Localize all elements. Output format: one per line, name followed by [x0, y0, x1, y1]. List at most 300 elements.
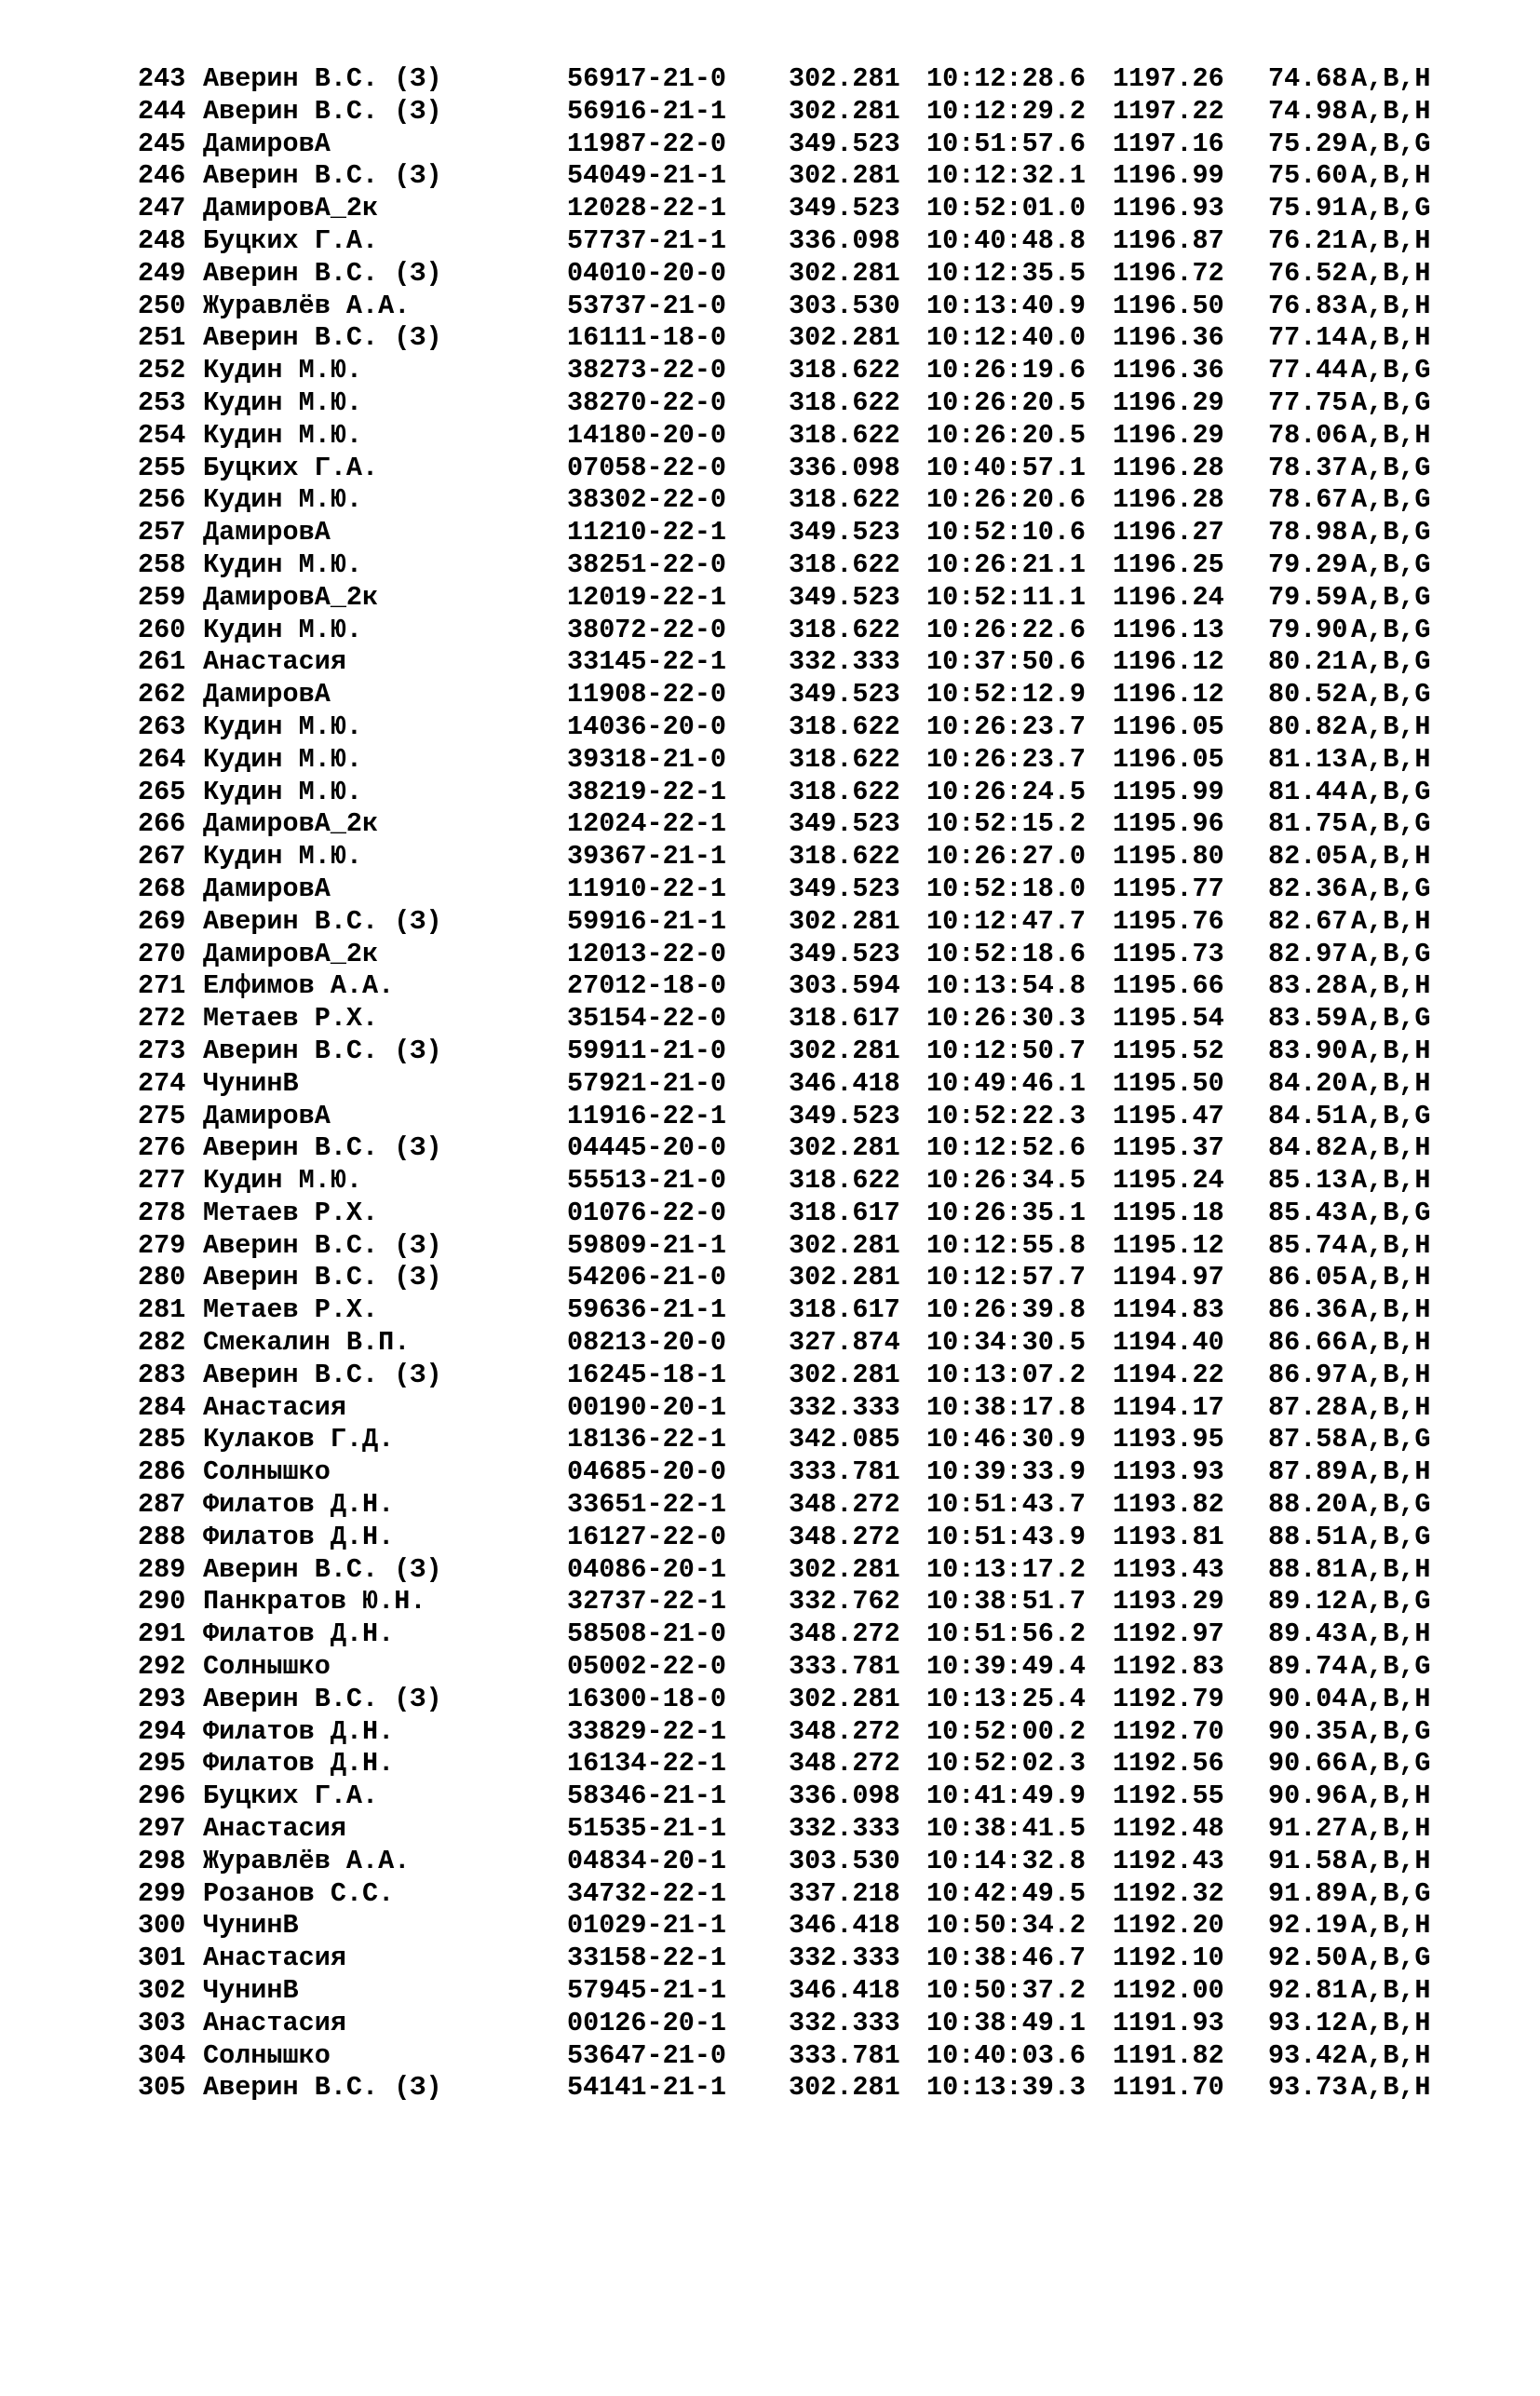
- flags: A,B,G: [1351, 776, 1431, 807]
- distance: 349.523: [789, 873, 900, 904]
- distance: 348.272: [789, 1489, 900, 1521]
- arrival-time: 10:38:51.7: [926, 1586, 1087, 1618]
- score: 82.05: [1268, 841, 1348, 873]
- place-number: 259: [138, 581, 186, 613]
- distance: 349.523: [789, 808, 900, 840]
- table-row: [0, 970, 1540, 1003]
- participant-name: ДамировА_2к: [203, 581, 379, 613]
- score: 84.20: [1268, 1067, 1348, 1099]
- ring-id: 51535-21-1: [567, 1813, 727, 1845]
- participant-name: Солнышко: [203, 1456, 331, 1488]
- score: 80.82: [1268, 711, 1348, 742]
- flags: A,B,G: [1351, 1003, 1431, 1035]
- table-row: [0, 1651, 1540, 1684]
- ring-id: 57945-21-1: [567, 1975, 727, 2007]
- flags: A,B,G: [1351, 452, 1431, 483]
- ring-id: 12013-22-0: [567, 938, 727, 969]
- ring-id: 12028-22-1: [567, 193, 727, 224]
- ring-id: 00190-20-1: [567, 1391, 727, 1423]
- ring-id: 14036-20-0: [567, 711, 727, 742]
- place-number: 299: [138, 1877, 186, 1909]
- ring-id: 39367-21-1: [567, 841, 727, 873]
- place-number: 256: [138, 484, 186, 516]
- ring-id: 59916-21-1: [567, 905, 727, 937]
- ring-id: 16134-22-1: [567, 1748, 727, 1780]
- speed: 1197.16: [1113, 128, 1224, 159]
- ring-id: 04445-20-0: [567, 1132, 727, 1164]
- place-number: 269: [138, 905, 186, 937]
- table-row: [0, 1748, 1540, 1780]
- score: 74.68: [1268, 63, 1348, 94]
- ring-id: 04834-20-1: [567, 1845, 727, 1876]
- place-number: 290: [138, 1586, 186, 1618]
- score: 90.04: [1268, 1683, 1348, 1714]
- ring-id: 59911-21-0: [567, 1035, 727, 1066]
- flags: A,B,G: [1351, 1100, 1431, 1131]
- arrival-time: 10:26:20.5: [926, 386, 1087, 418]
- participant-name: Буцких Г.А.: [203, 224, 379, 256]
- participant-name: ЧунинВ: [203, 1067, 299, 1099]
- table-row: [0, 841, 1540, 873]
- ring-id: 35154-22-0: [567, 1003, 727, 1035]
- place-number: 268: [138, 873, 186, 904]
- speed: 1196.99: [1113, 160, 1224, 192]
- distance: 332.333: [789, 1391, 900, 1423]
- speed: 1191.82: [1113, 2039, 1224, 2071]
- place-number: 291: [138, 1618, 186, 1650]
- flags: A,B,G: [1351, 938, 1431, 969]
- score: 77.44: [1268, 355, 1348, 386]
- flags: A,B,H: [1351, 322, 1431, 354]
- participant-name: Аверин В.С. (З): [203, 1229, 442, 1261]
- distance: 318.617: [789, 1003, 900, 1035]
- flags: A,B,G: [1351, 873, 1431, 904]
- place-number: 285: [138, 1424, 186, 1455]
- arrival-time: 10:26:19.6: [926, 355, 1087, 386]
- place-number: 284: [138, 1391, 186, 1423]
- place-number: 254: [138, 419, 186, 451]
- arrival-time: 10:40:03.6: [926, 2039, 1087, 2071]
- speed: 1193.93: [1113, 1456, 1224, 1488]
- place-number: 287: [138, 1489, 186, 1521]
- participant-name: Кудин М.Ю.: [203, 386, 363, 418]
- score: 93.42: [1268, 2039, 1348, 2071]
- place-number: 279: [138, 1229, 186, 1261]
- flags: A,B,H: [1351, 1391, 1431, 1423]
- place-number: 305: [138, 2072, 186, 2104]
- arrival-time: 10:26:27.0: [926, 841, 1087, 873]
- score: 86.36: [1268, 1294, 1348, 1326]
- speed: 1195.80: [1113, 841, 1224, 873]
- participant-name: Анастасия: [203, 1943, 346, 1974]
- arrival-time: 10:12:55.8: [926, 1229, 1087, 1261]
- table-row: [0, 291, 1540, 323]
- speed: 1196.12: [1113, 679, 1224, 711]
- arrival-time: 10:12:57.7: [926, 1262, 1087, 1293]
- participant-name: ДамировА: [203, 873, 331, 904]
- distance: 318.622: [789, 355, 900, 386]
- participant-name: Аверин В.С. (З): [203, 1553, 442, 1585]
- participant-name: Аверин В.С. (З): [203, 160, 442, 192]
- place-number: 303: [138, 2007, 186, 2038]
- speed: 1196.50: [1113, 290, 1224, 321]
- score: 92.19: [1268, 1910, 1348, 1942]
- participant-name: Филатов Д.Н.: [203, 1521, 395, 1552]
- flags: A,B,G: [1351, 1586, 1431, 1618]
- distance: 349.523: [789, 938, 900, 969]
- ring-id: 18136-22-1: [567, 1424, 727, 1455]
- participant-name: Кудин М.Ю.: [203, 419, 363, 451]
- arrival-time: 10:26:20.6: [926, 484, 1087, 516]
- speed: 1192.43: [1113, 1845, 1224, 1876]
- speed: 1195.24: [1113, 1165, 1224, 1197]
- speed: 1195.77: [1113, 873, 1224, 904]
- place-number: 295: [138, 1748, 186, 1780]
- arrival-time: 10:12:32.1: [926, 160, 1087, 192]
- speed: 1194.97: [1113, 1262, 1224, 1293]
- score: 86.66: [1268, 1327, 1348, 1359]
- flags: A,B,H: [1351, 1813, 1431, 1845]
- ring-id: 38251-22-0: [567, 548, 727, 580]
- table-row: [0, 193, 1540, 225]
- place-number: 288: [138, 1521, 186, 1552]
- distance: 348.272: [789, 1618, 900, 1650]
- flags: A,B,G: [1351, 614, 1431, 645]
- score: 87.89: [1268, 1456, 1348, 1488]
- participant-name: Елфимов А.А.: [203, 970, 395, 1002]
- place-number: 243: [138, 63, 186, 94]
- ring-id: 56917-21-0: [567, 63, 727, 94]
- results-table: [0, 63, 1540, 2105]
- score: 81.13: [1268, 743, 1348, 775]
- table-row: [0, 225, 1540, 258]
- flags: A,B,G: [1351, 679, 1431, 711]
- participant-name: Кудин М.Ю.: [203, 841, 363, 873]
- arrival-time: 10:52:00.2: [926, 1715, 1087, 1747]
- score: 78.67: [1268, 484, 1348, 516]
- place-number: 244: [138, 95, 186, 127]
- flags: A,B,G: [1351, 1748, 1431, 1780]
- ring-id: 38270-22-0: [567, 386, 727, 418]
- speed: 1196.93: [1113, 193, 1224, 224]
- ring-id: 16245-18-1: [567, 1359, 727, 1390]
- speed: 1195.50: [1113, 1067, 1224, 1099]
- table-row: [0, 1684, 1540, 1716]
- score: 85.13: [1268, 1165, 1348, 1197]
- ring-id: 54206-21-0: [567, 1262, 727, 1293]
- table-row: [0, 582, 1540, 615]
- flags: A,B,H: [1351, 290, 1431, 321]
- distance: 336.098: [789, 1780, 900, 1812]
- ring-id: 04010-20-0: [567, 257, 727, 289]
- score: 78.98: [1268, 517, 1348, 548]
- ring-id: 27012-18-0: [567, 970, 727, 1002]
- ring-id: 05002-22-0: [567, 1651, 727, 1683]
- speed: 1197.22: [1113, 95, 1224, 127]
- participant-name: ЧунинВ: [203, 1975, 299, 2007]
- distance: 318.622: [789, 419, 900, 451]
- participant-name: Розанов С.С.: [203, 1877, 395, 1909]
- flags: A,B,G: [1351, 517, 1431, 548]
- ring-id: 33651-22-1: [567, 1489, 727, 1521]
- speed: 1194.83: [1113, 1294, 1224, 1326]
- table-row: [0, 517, 1540, 549]
- participant-name: ДамировА_2к: [203, 938, 379, 969]
- speed: 1196.87: [1113, 224, 1224, 256]
- place-number: 270: [138, 938, 186, 969]
- place-number: 297: [138, 1813, 186, 1845]
- distance: 303.530: [789, 290, 900, 321]
- participant-name: Аверин В.С. (З): [203, 2072, 442, 2104]
- distance: 349.523: [789, 517, 900, 548]
- table-row: [0, 1036, 1540, 1068]
- score: 83.90: [1268, 1035, 1348, 1066]
- score: 76.21: [1268, 224, 1348, 256]
- participant-name: Буцких Г.А.: [203, 452, 379, 483]
- ring-id: 00126-20-1: [567, 2007, 727, 2038]
- place-number: 247: [138, 193, 186, 224]
- arrival-time: 10:42:49.5: [926, 1877, 1087, 1909]
- distance: 318.617: [789, 1197, 900, 1228]
- table-row: [0, 63, 1540, 96]
- participant-name: Филатов Д.Н.: [203, 1715, 395, 1747]
- speed: 1195.96: [1113, 808, 1224, 840]
- arrival-time: 10:26:21.1: [926, 548, 1087, 580]
- table-row: [0, 1554, 1540, 1587]
- participant-name: Метаев Р.Х.: [203, 1197, 379, 1228]
- flags: A,B,G: [1351, 808, 1431, 840]
- table-row: [0, 1878, 1540, 1911]
- speed: 1196.29: [1113, 386, 1224, 418]
- table-row: [0, 1846, 1540, 1878]
- distance: 302.281: [789, 905, 900, 937]
- place-number: 273: [138, 1035, 186, 1066]
- arrival-time: 10:12:40.0: [926, 322, 1087, 354]
- ring-id: 38219-22-1: [567, 776, 727, 807]
- arrival-time: 10:12:47.7: [926, 905, 1087, 937]
- speed: 1192.97: [1113, 1618, 1224, 1650]
- flags: A,B,G: [1351, 386, 1431, 418]
- table-row: [0, 1101, 1540, 1133]
- speed: 1196.36: [1113, 355, 1224, 386]
- place-number: 251: [138, 322, 186, 354]
- ring-id: 54141-21-1: [567, 2072, 727, 2104]
- participant-name: Аверин В.С. (З): [203, 95, 442, 127]
- speed: 1196.28: [1113, 452, 1224, 483]
- table-row: [0, 777, 1540, 809]
- arrival-time: 10:50:34.2: [926, 1910, 1087, 1942]
- speed: 1195.54: [1113, 1003, 1224, 1035]
- score: 82.36: [1268, 873, 1348, 904]
- place-number: 302: [138, 1975, 186, 2007]
- participant-name: Кудин М.Ю.: [203, 484, 363, 516]
- arrival-time: 10:26:22.6: [926, 614, 1087, 645]
- table-row: [0, 387, 1540, 420]
- flags: A,B,H: [1351, 2072, 1431, 2104]
- place-number: 296: [138, 1780, 186, 1812]
- speed: 1193.95: [1113, 1424, 1224, 1455]
- ring-id: 39318-21-0: [567, 743, 727, 775]
- flags: A,B,G: [1351, 1521, 1431, 1552]
- distance: 346.418: [789, 1067, 900, 1099]
- participant-name: Аверин В.С. (З): [203, 1359, 442, 1390]
- participant-name: Кудин М.Ю.: [203, 711, 363, 742]
- distance: 333.781: [789, 1456, 900, 1488]
- place-number: 267: [138, 841, 186, 873]
- participant-name: Журавлёв А.А.: [203, 290, 411, 321]
- arrival-time: 10:46:30.9: [926, 1424, 1087, 1455]
- speed: 1195.76: [1113, 905, 1224, 937]
- flags: A,B,H: [1351, 1327, 1431, 1359]
- place-number: 248: [138, 224, 186, 256]
- ring-id: 59809-21-1: [567, 1229, 727, 1261]
- score: 85.74: [1268, 1229, 1348, 1261]
- arrival-time: 10:26:23.7: [926, 743, 1087, 775]
- distance: 348.272: [789, 1715, 900, 1747]
- distance: 333.781: [789, 1651, 900, 1683]
- table-row: [0, 679, 1540, 711]
- arrival-time: 10:13:39.3: [926, 2072, 1087, 2104]
- table-row: [0, 1360, 1540, 1392]
- arrival-time: 10:52:10.6: [926, 517, 1087, 548]
- distance: 302.281: [789, 322, 900, 354]
- flags: A,B,G: [1351, 581, 1431, 613]
- flags: A,B,H: [1351, 1067, 1431, 1099]
- arrival-time: 10:12:35.5: [926, 257, 1087, 289]
- score: 91.27: [1268, 1813, 1348, 1845]
- arrival-time: 10:38:17.8: [926, 1391, 1087, 1423]
- speed: 1195.66: [1113, 970, 1224, 1002]
- flags: A,B,H: [1351, 1165, 1431, 1197]
- score: 74.98: [1268, 95, 1348, 127]
- ring-id: 14180-20-0: [567, 419, 727, 451]
- arrival-time: 10:39:33.9: [926, 1456, 1087, 1488]
- place-number: 275: [138, 1100, 186, 1131]
- score: 79.29: [1268, 548, 1348, 580]
- score: 80.21: [1268, 646, 1348, 678]
- speed: 1196.13: [1113, 614, 1224, 645]
- table-row: [0, 160, 1540, 193]
- distance: 318.622: [789, 1165, 900, 1197]
- speed: 1196.29: [1113, 419, 1224, 451]
- place-number: 286: [138, 1456, 186, 1488]
- ring-id: 38072-22-0: [567, 614, 727, 645]
- distance: 332.333: [789, 2007, 900, 2038]
- speed: 1196.12: [1113, 646, 1224, 678]
- participant-name: Аверин В.С. (З): [203, 63, 442, 94]
- flags: A,B,H: [1351, 1456, 1431, 1488]
- flags: A,B,H: [1351, 224, 1431, 256]
- score: 83.28: [1268, 970, 1348, 1002]
- arrival-time: 10:13:17.2: [926, 1553, 1087, 1585]
- arrival-time: 10:38:41.5: [926, 1813, 1087, 1845]
- ring-id: 04086-20-1: [567, 1553, 727, 1585]
- ring-id: 34732-22-1: [567, 1877, 727, 1909]
- speed: 1192.48: [1113, 1813, 1224, 1845]
- place-number: 278: [138, 1197, 186, 1228]
- place-number: 263: [138, 711, 186, 742]
- ring-id: 04685-20-0: [567, 1456, 727, 1488]
- score: 85.43: [1268, 1197, 1348, 1228]
- place-number: 264: [138, 743, 186, 775]
- distance: 318.622: [789, 743, 900, 775]
- place-number: 276: [138, 1132, 186, 1164]
- arrival-time: 10:13:54.8: [926, 970, 1087, 1002]
- participant-name: Кудин М.Ю.: [203, 776, 363, 807]
- flags: A,B,H: [1351, 970, 1431, 1002]
- table-row: [0, 322, 1540, 355]
- flags: A,B,G: [1351, 484, 1431, 516]
- arrival-time: 10:52:18.6: [926, 938, 1087, 969]
- speed: 1194.22: [1113, 1359, 1224, 1390]
- score: 91.89: [1268, 1877, 1348, 1909]
- score: 92.50: [1268, 1943, 1348, 1974]
- table-row: [0, 1489, 1540, 1522]
- place-number: 272: [138, 1003, 186, 1035]
- place-number: 294: [138, 1715, 186, 1747]
- place-number: 253: [138, 386, 186, 418]
- score: 90.96: [1268, 1780, 1348, 1812]
- table-row: [0, 2072, 1540, 2105]
- arrival-time: 10:49:46.1: [926, 1067, 1087, 1099]
- flags: A,B,G: [1351, 1424, 1431, 1455]
- ring-id: 59636-21-1: [567, 1294, 727, 1326]
- score: 86.97: [1268, 1359, 1348, 1390]
- table-row: [0, 1813, 1540, 1846]
- table-row: [0, 1456, 1540, 1489]
- distance: 342.085: [789, 1424, 900, 1455]
- table-row: [0, 484, 1540, 517]
- arrival-time: 10:52:22.3: [926, 1100, 1087, 1131]
- score: 82.67: [1268, 905, 1348, 937]
- score: 76.83: [1268, 290, 1348, 321]
- distance: 303.594: [789, 970, 900, 1002]
- flags: A,B,G: [1351, 548, 1431, 580]
- table-row: [0, 808, 1540, 841]
- ring-id: 33158-22-1: [567, 1943, 727, 1974]
- arrival-time: 10:52:12.9: [926, 679, 1087, 711]
- score: 87.58: [1268, 1424, 1348, 1455]
- arrival-time: 10:38:49.1: [926, 2007, 1087, 2038]
- flags: A,B,H: [1351, 1845, 1431, 1876]
- speed: 1195.18: [1113, 1197, 1224, 1228]
- table-row: [0, 1165, 1540, 1198]
- distance: 302.281: [789, 1035, 900, 1066]
- participant-name: Смекалин В.П.: [203, 1327, 411, 1359]
- arrival-time: 10:26:35.1: [926, 1197, 1087, 1228]
- ring-id: 07058-22-0: [567, 452, 727, 483]
- arrival-time: 10:52:02.3: [926, 1748, 1087, 1780]
- place-number: 280: [138, 1262, 186, 1293]
- distance: 332.762: [789, 1586, 900, 1618]
- ring-id: 16111-18-0: [567, 322, 727, 354]
- distance: 346.418: [789, 1975, 900, 2007]
- place-number: 262: [138, 679, 186, 711]
- place-number: 271: [138, 970, 186, 1002]
- table-row: [0, 1294, 1540, 1327]
- ring-id: 11916-22-1: [567, 1100, 727, 1131]
- speed: 1192.79: [1113, 1683, 1224, 1714]
- distance: 302.281: [789, 95, 900, 127]
- flags: A,B,G: [1351, 1651, 1431, 1683]
- place-number: 283: [138, 1359, 186, 1390]
- place-number: 300: [138, 1910, 186, 1942]
- table-row: [0, 906, 1540, 939]
- distance: 318.622: [789, 614, 900, 645]
- participant-name: Анастасия: [203, 646, 346, 678]
- arrival-time: 10:51:57.6: [926, 128, 1087, 159]
- score: 76.52: [1268, 257, 1348, 289]
